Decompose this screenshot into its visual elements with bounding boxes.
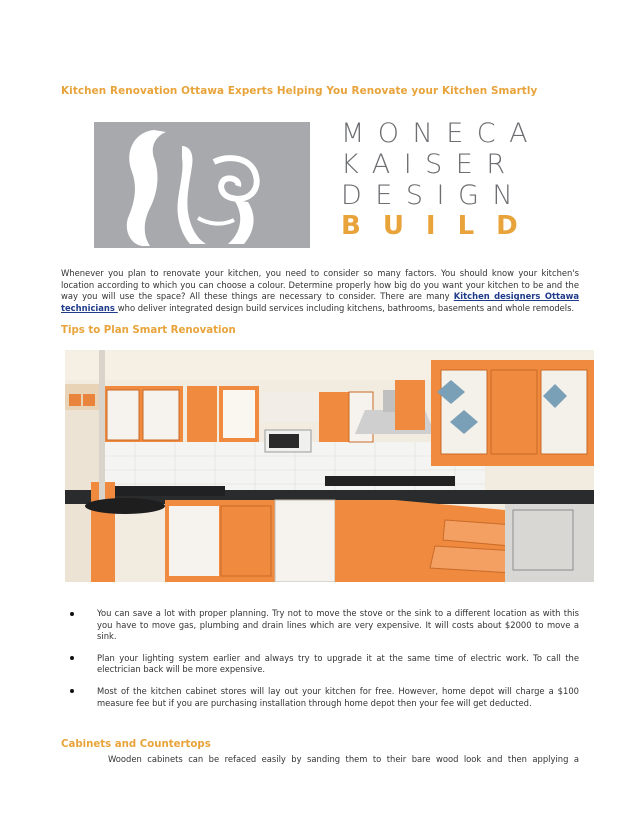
page-title: Kitchen Renovation Ottawa Experts Helping You Renovate your Kitchen Smartly — [61, 85, 538, 97]
tip-text: Plan your lighting system earlier and always try to upgrade it at the same time of electric work. To call the electrician back will be more expensive. — [97, 652, 579, 675]
intro-paragraph — [61, 268, 579, 314]
intro-text-after: who deliver integrated design build services including kitchens, bathrooms, basements and whole remodels. — [117, 302, 575, 313]
bullet-icon — [70, 612, 74, 616]
logo-word-4: BUILD — [341, 211, 540, 241]
kitchen-designers-link[interactable]: Kitchen designers Ottawa technicians — [61, 291, 579, 313]
bullet-icon — [70, 689, 74, 693]
tips-list — [61, 608, 579, 719]
bullet-icon — [70, 656, 74, 660]
logo-mark-icon — [94, 122, 310, 248]
tip-text: You can save a lot with proper planning. Try not to move the stove or the sink to a different location as with this you have to move gas, plumbing and drain lines which are very expensive. It will costs about $2000 to move a sink. — [97, 608, 579, 642]
company-logo — [94, 118, 546, 248]
tip-item-2 — [61, 653, 579, 676]
tip-item-1 — [61, 608, 579, 643]
section-heading-tips: Tips to Plan Smart Renovation — [61, 325, 236, 336]
section-heading-cabinets: Cabinets and Countertops — [61, 739, 211, 750]
logo-word-1: MONECA — [341, 118, 542, 149]
cabinets-paragraph: Wooden cabinets can be refaced easily by sanding them to their bare wood look and then applying a — [108, 754, 579, 764]
intro-text-before: Whenever you plan to renovate your kitchen, you need to consider so many factors. You should know your kitchen's location according to which you can choose a colour. Determine properly how big do you want your kitchen to be and the way you will use the space? All these things are necessary to consider. There are many — [61, 268, 579, 302]
tip-text: Most of the kitchen cabinet stores will lay out your kitchen for free. However, home depot will charge a $100 measure fee but if you are purchasing installation through home depot then your fee will get deducted. — [97, 685, 579, 708]
tip-item-3 — [61, 686, 579, 709]
logo-word-3: DESIGN — [341, 180, 527, 211]
kitchen-photo — [65, 350, 594, 582]
logo-word-2: KAISER — [341, 149, 519, 180]
